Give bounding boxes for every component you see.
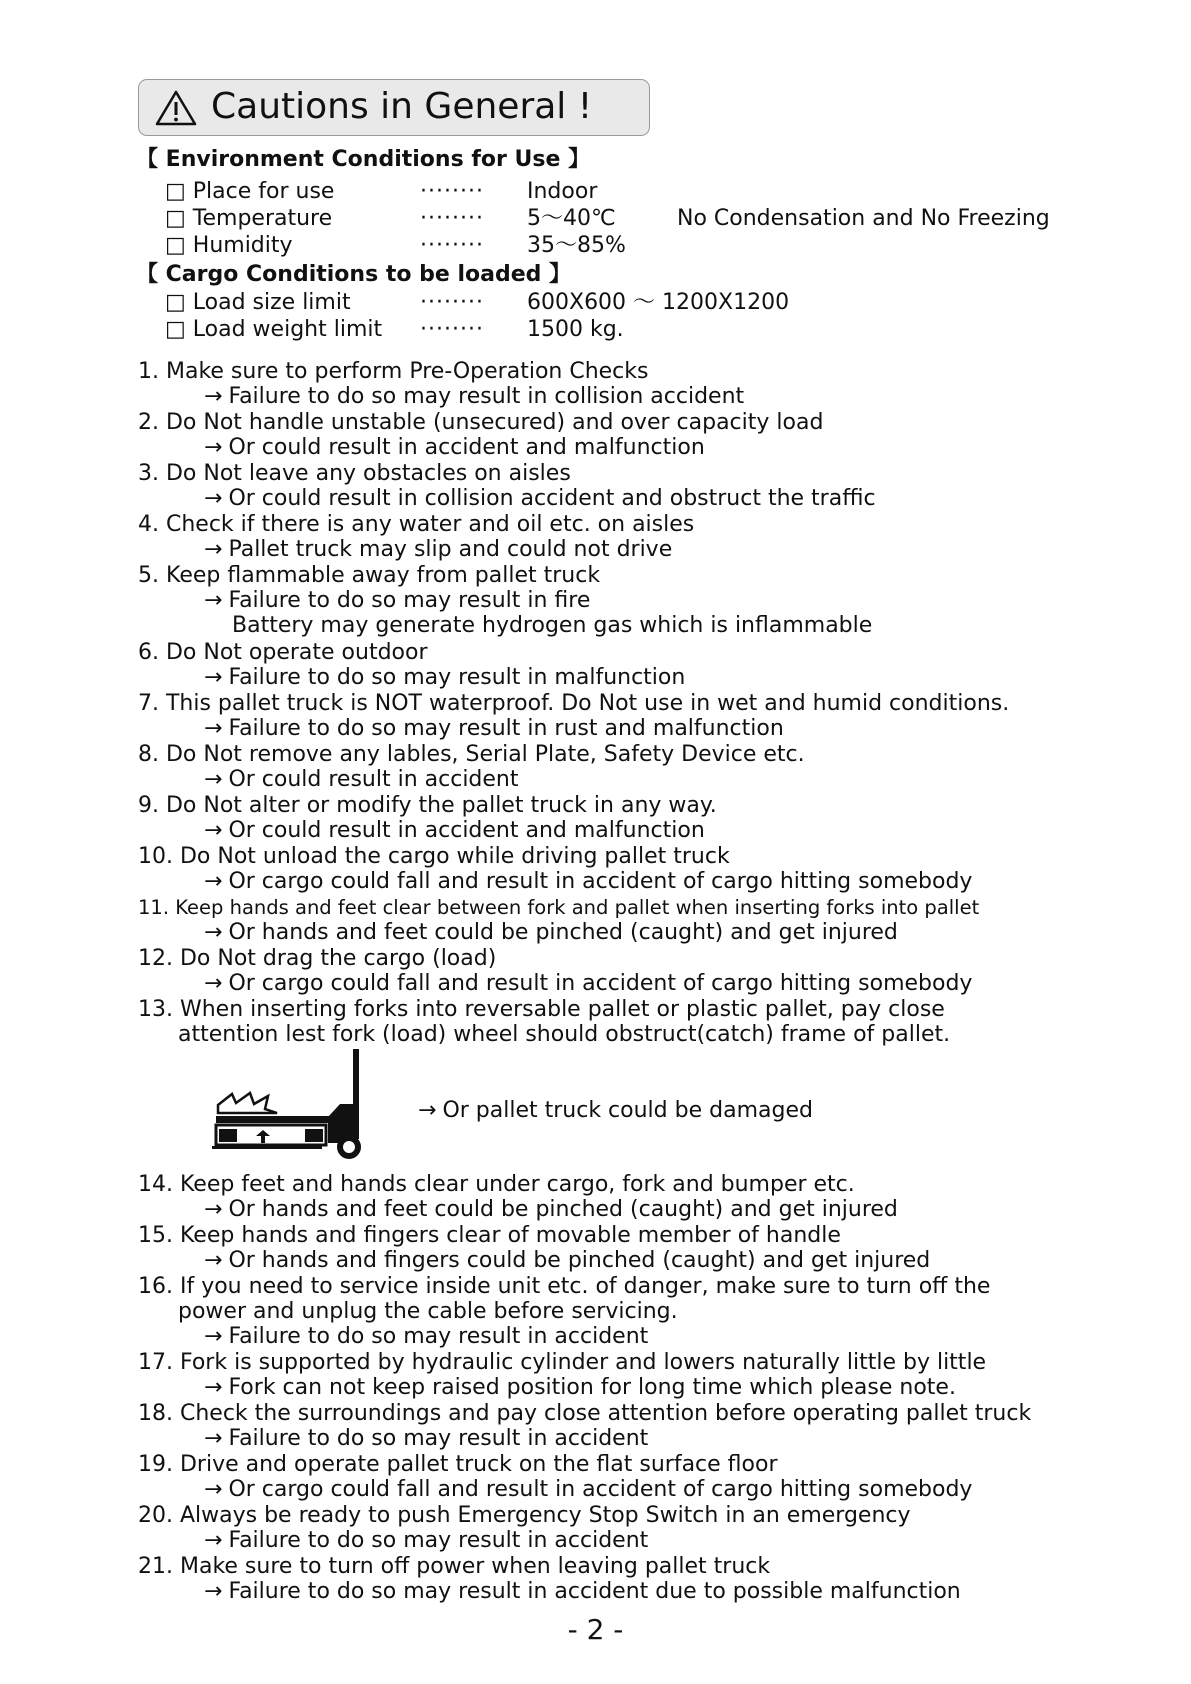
caution-item: 19. Drive and operate pallet truck on the flat surface floor bbox=[138, 1452, 778, 1477]
env-note: No Condensation and No Freezing bbox=[677, 206, 1050, 231]
caution-item: 13. When inserting forks into reversable pallet or plastic pallet, pay close bbox=[138, 997, 945, 1022]
env-dots: ········ bbox=[420, 206, 484, 231]
env-value: 35～85% bbox=[527, 233, 626, 258]
caution-item: 12. Do Not drag the cargo (load) bbox=[138, 946, 497, 971]
arrow-icon: → bbox=[204, 1477, 223, 1502]
env-value: Indoor bbox=[527, 179, 598, 204]
cargo-dots: ········ bbox=[420, 317, 484, 342]
caution-item: 11. Keep hands and feet clear between fork and pallet when inserting forks into pallet bbox=[138, 896, 980, 919]
caution-item: 3. Do Not leave any obstacles on aisles bbox=[138, 461, 571, 486]
caution-consequence: → Failure to do so may result in malfunction bbox=[204, 665, 686, 690]
cargo-value: 600X600 ～ 1200X1200 bbox=[527, 290, 790, 315]
env-label: □ Humidity bbox=[165, 233, 293, 258]
environment-heading: 【 Environment Conditions for Use 】 bbox=[136, 147, 591, 172]
arrow-icon: → bbox=[204, 1426, 223, 1451]
cargo-heading: 【 Cargo Conditions to be loaded 】 bbox=[136, 262, 572, 287]
caution-item: 15. Keep hands and fingers clear of movable member of handle bbox=[138, 1223, 841, 1248]
caution-extra-note: Battery may generate hydrogen gas which is inflammable bbox=[232, 613, 873, 638]
caution-consequence: → Or could result in accident and malfunction bbox=[204, 818, 705, 843]
caution-item: 14. Keep feet and hands clear under cargo, fork and bumper etc. bbox=[138, 1172, 855, 1197]
env-dots: ········ bbox=[420, 179, 484, 204]
caution-consequence: → Or could result in accident and malfunction bbox=[204, 435, 705, 460]
pallet-truck-illustration bbox=[210, 1047, 370, 1162]
arrow-icon: → bbox=[204, 869, 223, 894]
caution-item: 9. Do Not alter or modify the pallet truck in any way. bbox=[138, 793, 717, 818]
caution-item: 10. Do Not unload the cargo while driving pallet truck bbox=[138, 844, 730, 869]
caution-consequence: → Or hands and fingers could be pinched (caught) and get injured bbox=[204, 1248, 931, 1273]
arrow-icon: → bbox=[204, 486, 223, 511]
caution-consequence: → Failure to do so may result in accident due to possible malfunction bbox=[204, 1579, 961, 1604]
caution-item: 2. Do Not handle unstable (unsecured) and over capacity load bbox=[138, 410, 824, 435]
caution-consequence: → Or hands and feet could be pinched (caught) and get injured bbox=[204, 1197, 898, 1222]
arrow-icon: → bbox=[204, 1197, 223, 1222]
caution-consequence: → Failure to do so may result in accident bbox=[204, 1426, 649, 1451]
caution-consequence: → Or hands and feet could be pinched (caught) and get injured bbox=[204, 920, 898, 945]
caution-item: 20. Always be ready to push Emergency Stop Switch in an emergency bbox=[138, 1503, 911, 1528]
caution-consequence: → Fork can not keep raised position for long time which please note. bbox=[204, 1375, 956, 1400]
warning-icon bbox=[155, 90, 197, 126]
title-box bbox=[138, 79, 650, 136]
env-dots: ········ bbox=[420, 233, 484, 258]
arrow-icon: → bbox=[204, 1579, 223, 1604]
page-number: - 2 - bbox=[567, 1613, 624, 1646]
arrow-icon: → bbox=[204, 971, 223, 996]
caution-item: 16. If you need to service inside unit etc. of danger, make sure to turn off the bbox=[138, 1274, 991, 1299]
caution-consequence: → Failure to do so may result in accident bbox=[204, 1324, 649, 1349]
caution-item-continued: power and unplug the cable before servicing. bbox=[178, 1299, 678, 1324]
arrow-icon: → bbox=[204, 920, 223, 945]
caution-item: 17. Fork is supported by hydraulic cylinder and lowers naturally little by little bbox=[138, 1350, 987, 1375]
caution-item: 1. Make sure to perform Pre-Operation Checks bbox=[138, 359, 649, 384]
arrow-icon: → bbox=[418, 1098, 437, 1123]
caution-consequence: → Failure to do so may result in rust and malfunction bbox=[204, 716, 784, 741]
caution-consequence: → Or cargo could fall and result in accident of cargo hitting somebody bbox=[204, 1477, 973, 1502]
arrow-icon: → bbox=[204, 1375, 223, 1400]
arrow-icon: → bbox=[204, 665, 223, 690]
env-value: 5～40℃ bbox=[527, 206, 616, 231]
cargo-label: □ Load size limit bbox=[165, 290, 351, 315]
arrow-icon: → bbox=[204, 1324, 223, 1349]
cargo-dots: ········ bbox=[420, 290, 484, 315]
caution-item: 21. Make sure to turn off power when leaving pallet truck bbox=[138, 1554, 771, 1579]
caution-consequence: → Or cargo could fall and result in accident of cargo hitting somebody bbox=[204, 869, 973, 894]
caution-item: 4. Check if there is any water and oil etc. on aisles bbox=[138, 512, 695, 537]
caution-item: 5. Keep flammable away from pallet truck bbox=[138, 563, 601, 588]
env-label: □ Temperature bbox=[165, 206, 333, 231]
env-label: □ Place for use bbox=[165, 179, 335, 204]
caution-item: 6. Do Not operate outdoor bbox=[138, 640, 428, 665]
cargo-value: 1500 kg. bbox=[527, 317, 624, 342]
arrow-icon: → bbox=[204, 384, 223, 409]
cargo-label: □ Load weight limit bbox=[165, 317, 383, 342]
arrow-icon: → bbox=[204, 588, 223, 613]
caution-consequence: → Or could result in collision accident and obstruct the traffic bbox=[204, 486, 876, 511]
arrow-icon: → bbox=[204, 1248, 223, 1273]
arrow-icon: → bbox=[204, 435, 223, 460]
caution-consequence: → Failure to do so may result in accident bbox=[204, 1528, 649, 1553]
page-title: Cautions in General ! bbox=[211, 86, 593, 127]
arrow-icon: → bbox=[204, 818, 223, 843]
arrow-icon: → bbox=[204, 537, 223, 562]
arrow-icon: → bbox=[204, 1528, 223, 1553]
caution-item: 7. This pallet truck is NOT waterproof. Do Not use in wet and humid conditions. bbox=[138, 691, 1010, 716]
caution-consequence: → Pallet truck may slip and could not drive bbox=[204, 537, 673, 562]
caution-consequence: → Or cargo could fall and result in accident of cargo hitting somebody bbox=[204, 971, 973, 996]
caution-item: 8. Do Not remove any lables, Serial Plate, Safety Device etc. bbox=[138, 742, 805, 767]
caution-consequence: → Failure to do so may result in collision accident bbox=[204, 384, 745, 409]
caution-consequence: → Or could result in accident bbox=[204, 767, 519, 792]
figure-caption: → Or pallet truck could be damaged bbox=[418, 1098, 813, 1123]
arrow-icon: → bbox=[204, 716, 223, 741]
caution-consequence: → Failure to do so may result in fire bbox=[204, 588, 591, 613]
caution-item-continued: attention lest fork (load) wheel should obstruct(catch) frame of pallet. bbox=[178, 1022, 951, 1047]
caution-item: 18. Check the surroundings and pay close attention before operating pallet truck bbox=[138, 1401, 1032, 1426]
arrow-icon: → bbox=[204, 767, 223, 792]
